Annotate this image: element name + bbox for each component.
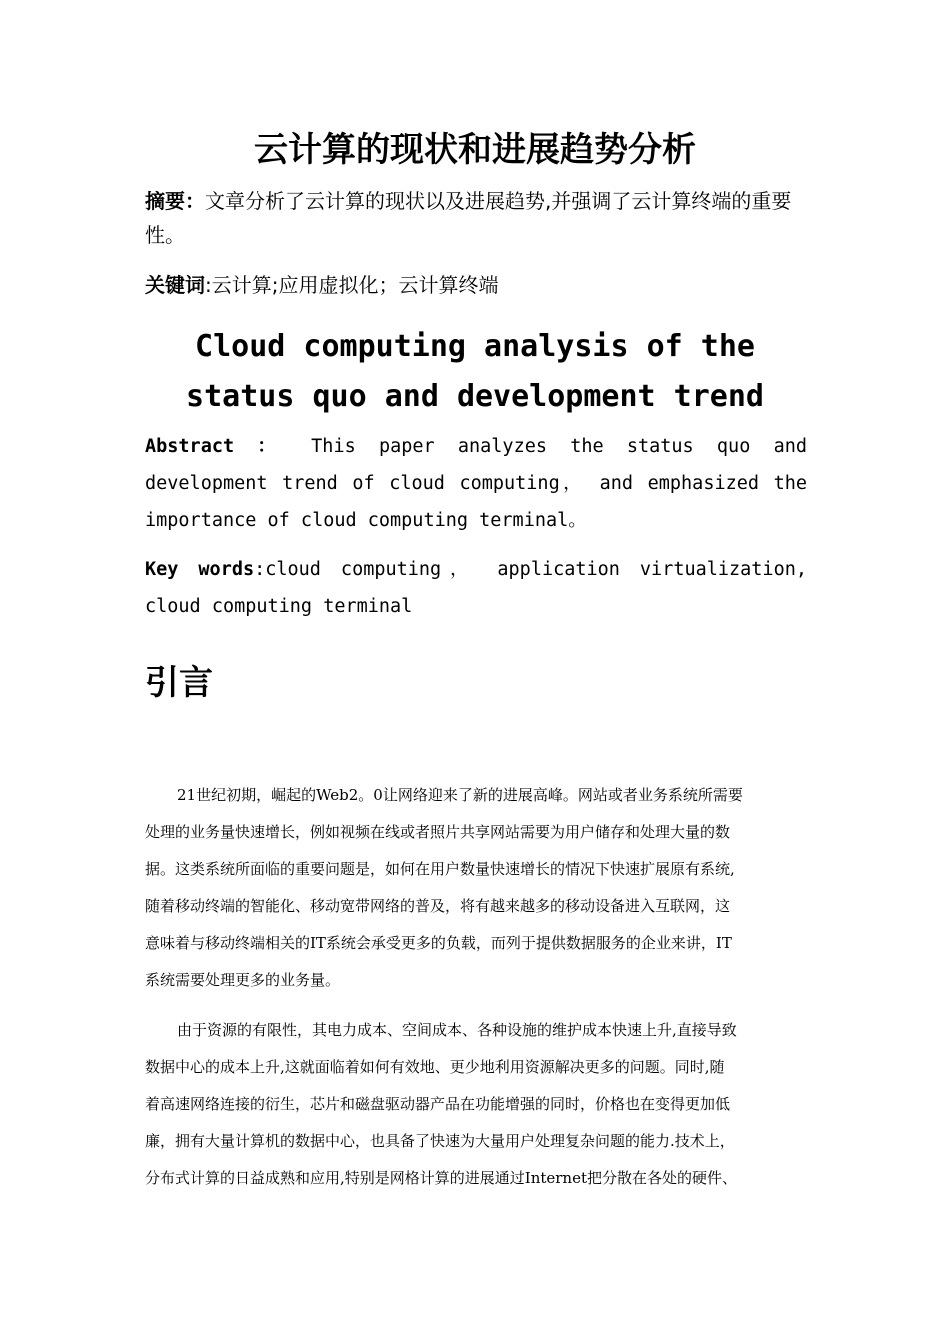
paragraph-line: 系统需要处理更多的业务量。 [145,971,341,989]
paragraph-line: 意味着与移动终端相关的IT系统会承受更多的负载，而列于提供数据服务的企业来讲，IT [145,934,732,952]
paragraph-line: 由于资源的有限性，其电力成本、空间成本、各种设施的维护成本快速上升,直接导致 [177,1021,737,1039]
paragraph-line: 分布式计算的日益成熟和应用,特别是网格计算的进展通过Internet把分散在各处的硬件、 [145,1169,737,1187]
paragraph-line: 着高速网络连接的衍生，芯片和磁盘驱动器产品在功能增强的同时，价格也在变得更加低 [145,1095,731,1113]
chinese-keywords-label: 关键词 [145,273,205,297]
paragraph-line: 随着移动终端的智能化、移动宽带网络的普及，将有越来越多的移动设备进入互联网，这 [145,897,731,915]
english-abstract-text: This paper analyzes the status quo and development trend of cloud computing， and emphasized the importance of cloud computing terminal。 [145,436,807,531]
paragraph-line: 21世纪初期，崛起的Web2。0让网络迎来了新的进展高峰。网站或者业务系统所需要 [177,786,743,804]
english-keywords-text: :cloud computing， application virtualization, cloud computing terminal [145,559,807,617]
english-title-line-2: status quo and development trend [186,379,764,414]
english-keywords-label: Key words [145,559,255,580]
english-title [120,322,830,422]
chinese-abstract [145,184,810,252]
chinese-keywords-text: :云计算;应用虚拟化；云计算终端 [205,273,499,297]
chinese-title: 云计算的现状和进展趋势分析 [254,130,696,170]
section-heading-introduction: 引言 [145,663,213,703]
chinese-abstract-label: 摘要： [145,189,205,213]
paragraph-line: 廉，拥有大量计算机的数据中心，也具备了快速为大量用户处理复杂问题的能力.技术上， [145,1132,735,1150]
paragraph-line: 数据中心的成本上升,这就面临着如何有效地、更少地利用资源解决更多的问题。同时,随 [145,1058,725,1076]
paragraph-2 [145,1012,809,1197]
paragraph-line: 据。这类系统所面临的重要问题是，如何在用户数量快速增长的情况下快速扩展原有系统, [145,860,735,878]
english-abstract [145,428,807,539]
chinese-keywords [145,268,810,302]
english-keywords [145,551,807,625]
english-abstract-label: Abstract ： [145,436,288,457]
paragraph-line: 处理的业务量快速增长，例如视频在线或者照片共享网站需要为用户储存和处理大量的数 [145,823,731,841]
paragraph-1 [145,777,809,999]
english-title-line-1: Cloud computing analysis of the [195,329,755,364]
chinese-abstract-text: 文章分析了云计算的现状以及进展趋势,并强调了云计算终端的重要性。 [145,189,792,247]
